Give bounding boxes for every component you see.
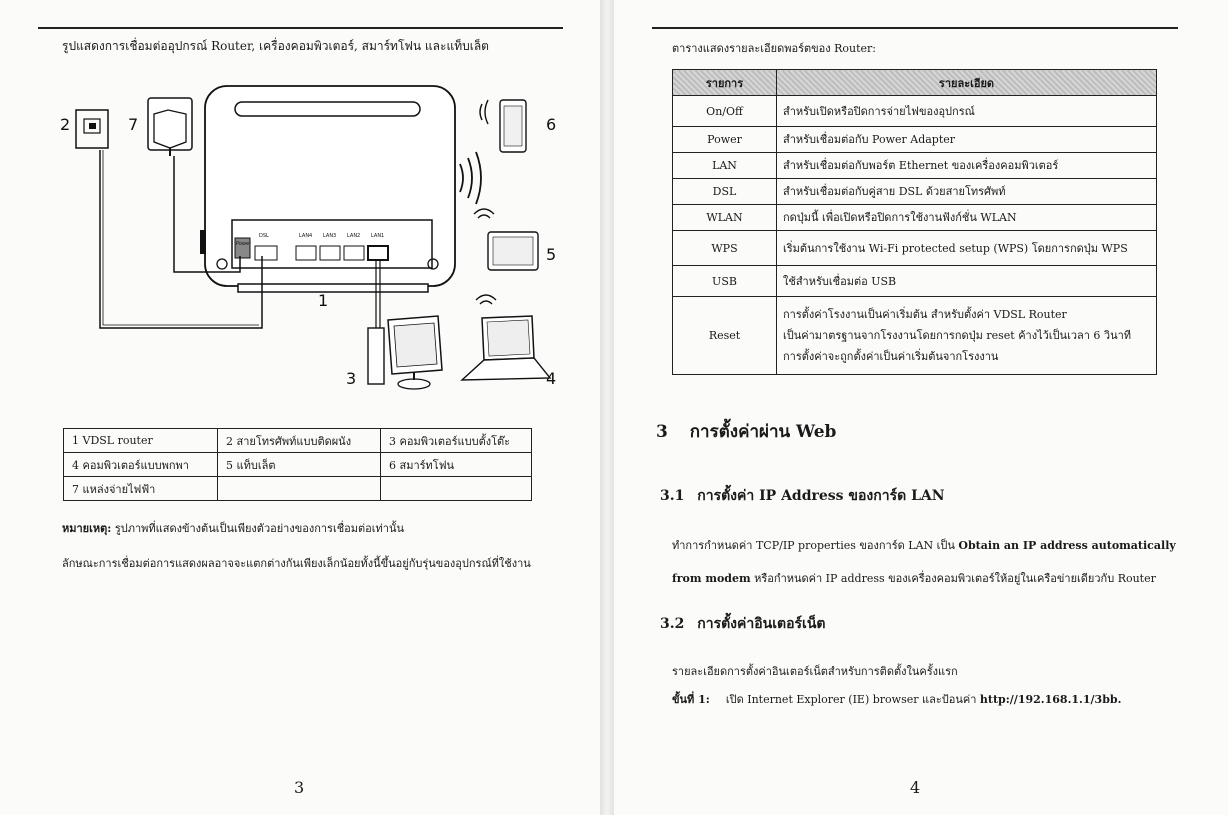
- port-detail-line: กดปุ่มนี้ เพื่อเปิดหรือปิดการใช้งานฟังก์ชั่น WLAN: [783, 211, 1017, 224]
- port-name: USB: [673, 266, 777, 297]
- port-detail: [777, 179, 1157, 205]
- step-text: เปิด Internet Explorer (IE) browser และป้อนค่า: [725, 693, 980, 706]
- port-detail-line: สำหรับเชื่อมต่อกับคู่สาย DSL ด้วยสายโทรศัพท์: [783, 185, 1006, 198]
- table-row: [673, 297, 1157, 375]
- para-bold: from modem: [672, 572, 751, 585]
- top-rule-right: [652, 27, 1178, 29]
- section-title: การตั้งค่าอินเตอร์เน็ต: [697, 616, 826, 632]
- port-detail-line: การตั้งค่าจะถูกตั้งค่าเป็นค่าเริ่มต้นจากโรงงาน: [783, 350, 999, 363]
- para-3-1-line-1: [672, 536, 1176, 554]
- section-3-heading: [656, 418, 836, 445]
- port-detail: [777, 231, 1157, 266]
- step-1: [672, 690, 1121, 708]
- smartphone-icon: [480, 100, 526, 152]
- section-title: การตั้งค่า IP Address ของการ์ด LAN: [697, 488, 945, 504]
- port-detail: [777, 266, 1157, 297]
- legend-cell: 5 แท็บเล็ต: [218, 453, 381, 477]
- port-label-lan2: LAN2: [347, 233, 361, 239]
- section-number: 3.1: [660, 488, 685, 504]
- router-icon: [200, 86, 455, 292]
- port-detail-line: สำหรับเชื่อมต่อกับ Power Adapter: [783, 133, 956, 146]
- legend-cell: [218, 477, 381, 501]
- diagram-caption: รูปแสดงการเชื่อมต่ออุปกรณ์ Router, เครื่องคอมพิวเตอร์, สมาร์ทโฟน และแท็บเล็ต: [62, 39, 489, 53]
- diagram-label-1: 1: [318, 291, 329, 310]
- section-3-1-heading: [660, 485, 945, 507]
- port-detail-line: การตั้งค่าโรงงานเป็นค่าเริ่มต้น สำหรับตั้งค่า VDSL Router: [783, 308, 1067, 321]
- para-text: หรือกำหนดค่า IP address ของเครื่องคอมพิวเตอร์ให้อยู่ในเครือข่ายเดียวกับ Router: [750, 572, 1156, 585]
- para-3-1-line-2: [672, 569, 1156, 587]
- port-label-lan4: LAN4: [299, 233, 313, 239]
- legend-cell: 1 VDSL router: [64, 429, 218, 453]
- table-row: [64, 429, 532, 453]
- port-detail-line: สำหรับเชื่อมต่อกับพอร์ต Ethernet ของเครื่องคอมพิวเตอร์: [783, 159, 1059, 172]
- legend-cell: 4 คอมพิวเตอร์แบบพกพา: [64, 453, 218, 477]
- ports-table-caption: ตารางแสดงรายละเอียดพอร์ตของ Router:: [672, 42, 877, 55]
- section-title: การตั้งค่าผ่าน Web: [689, 422, 837, 442]
- table-row: [673, 179, 1157, 205]
- book-gutter: [600, 0, 614, 815]
- table-row: [673, 127, 1157, 153]
- table-row: [673, 266, 1157, 297]
- port-detail: [777, 297, 1157, 375]
- ports-table: [672, 69, 1157, 375]
- diagram-label-3: 3: [346, 369, 357, 388]
- note-line-1: [62, 519, 404, 537]
- port-detail-line: สำหรับเปิดหรือปิดการจ่ายไฟของอุปกรณ์: [783, 104, 975, 118]
- port-detail: [777, 127, 1157, 153]
- table-row: [64, 453, 532, 477]
- note-text: รูปภาพที่แสดงข้างต้นเป็นเพียงตัวอย่างของการเชื่อมต่อเท่านั้น: [111, 522, 405, 535]
- port-detail: [777, 153, 1157, 179]
- para-bold: Obtain an IP address automatically: [958, 539, 1176, 552]
- port-name: Reset: [673, 297, 777, 375]
- desktop-computer-icon: [368, 316, 442, 389]
- table-row: [64, 477, 532, 501]
- legend-cell: 6 สมาร์ทโฟน: [381, 453, 532, 477]
- power-adapter-icon: [148, 98, 192, 156]
- section-3-2-heading: [660, 613, 825, 635]
- port-detail-line: เริ่มต้นการใช้งาน Wi-Fi protected setup (WPS) โดยการกดปุ่ม WPS: [783, 241, 1128, 255]
- header-detail: รายละเอียด: [777, 70, 1157, 96]
- legend-table: [63, 428, 532, 501]
- diagram-label-5: 5: [546, 245, 557, 264]
- port-detail-line: เป็นค่ามาตรฐานจากโรงงานโดยการกดปุ่ม reset ค้างไว้เป็นเวลา 6 วินาที: [783, 329, 1132, 342]
- tablet-icon: [474, 209, 538, 270]
- port-label-lan3: LAN3: [323, 233, 337, 239]
- table-row: [673, 153, 1157, 179]
- legend-cell: 7 แหล่งจ่ายไฟฟ้า: [64, 477, 218, 501]
- header-item: รายการ: [673, 70, 777, 96]
- legend-cell: 2 สายโทรศัพท์แบบติดผนัง: [218, 429, 381, 453]
- step-label: ขั้นที่ 1:: [672, 693, 710, 706]
- legend-cell: [381, 477, 532, 501]
- wall-jack-icon: [76, 110, 108, 148]
- port-name: LAN: [673, 153, 777, 179]
- legend-cell: 3 คอมพิวเตอร์แบบตั้งโต๊ะ: [381, 429, 532, 453]
- connection-diagram-svg: [50, 80, 570, 400]
- port-name: Power: [673, 127, 777, 153]
- diagram-label-2: 2: [60, 115, 71, 134]
- para-3-2: รายละเอียดการตั้งค่าอินเตอร์เน็ตสำหรับการติดตั้งในครั้งแรก: [672, 665, 958, 678]
- para-text: ทำการกำหนดค่า TCP/IP properties ของการ์ด LAN เป็น: [672, 539, 959, 552]
- port-label-dsl: DSL: [259, 233, 269, 239]
- note-line-2: ลักษณะการเชื่อมต่อการแสดงผลอาจจะแตกต่างกันเพียงเล็กน้อยทั้งนี้ขึ้นอยู่กับรุ่นของอุปกรณ์ที่ใช้งาน: [62, 557, 531, 570]
- port-detail: [777, 96, 1157, 127]
- diagram-label-7: 7: [128, 115, 139, 134]
- page-number-left: 3: [294, 778, 305, 797]
- page-number-right: 4: [910, 778, 921, 797]
- router-wifi-icon: [460, 164, 463, 192]
- port-detail-line: ใช้สำหรับเชื่อมต่อ USB: [783, 274, 897, 288]
- port-name: WPS: [673, 231, 777, 266]
- table-row: [673, 205, 1157, 231]
- laptop-icon: [462, 295, 550, 380]
- port-name: WLAN: [673, 205, 777, 231]
- note-label: หมายเหตุ:: [62, 522, 112, 535]
- port-name: DSL: [673, 179, 777, 205]
- table-row: [673, 231, 1157, 266]
- top-rule-left: [38, 27, 563, 29]
- port-detail: [777, 205, 1157, 231]
- section-number: 3.2: [660, 616, 685, 632]
- diagram-label-6: 6: [546, 115, 557, 134]
- port-label-lan1: LAN1: [371, 233, 385, 239]
- connection-diagram: [50, 80, 570, 400]
- section-number: 3: [656, 422, 668, 442]
- diagram-label-4: 4: [546, 369, 557, 388]
- table-header-row: [673, 70, 1157, 96]
- table-row: [673, 96, 1157, 127]
- port-label-power: Power: [236, 241, 252, 247]
- port-name: On/Off: [673, 96, 777, 127]
- step-url: http://192.168.1.1/3bb.: [979, 693, 1122, 706]
